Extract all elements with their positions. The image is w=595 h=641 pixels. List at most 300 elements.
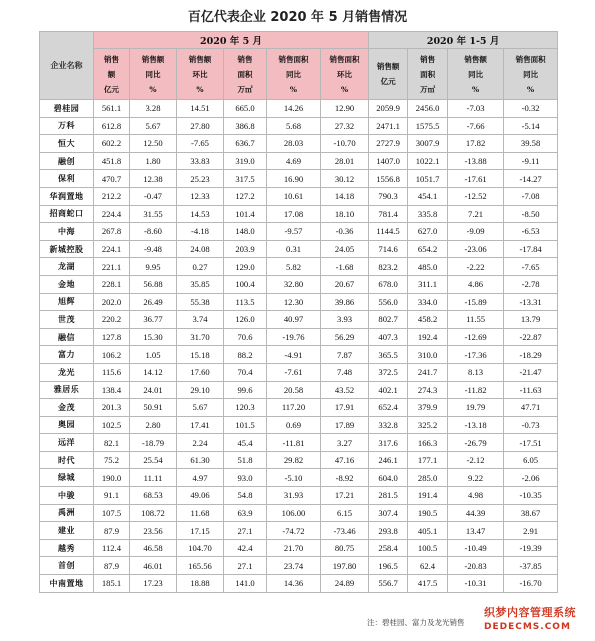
company-name-cell: 融创 — [40, 152, 94, 170]
may-value-cell: 42.4 — [224, 539, 267, 557]
ytd-value-cell: 714.6 — [369, 240, 408, 258]
ytd-value-cell: 274.3 — [408, 381, 448, 399]
ytd-value-cell: 11.55 — [448, 311, 504, 329]
company-name-cell: 龙湖 — [40, 258, 94, 276]
ytd-value-cell: -9.09 — [448, 223, 504, 241]
ytd-value-cell: -13.18 — [448, 416, 504, 434]
may-value-cell: 3.74 — [177, 311, 224, 329]
column-header-line: 销售额 — [141, 54, 165, 64]
ytd-column-header — [408, 49, 448, 100]
may-value-cell: 3.28 — [130, 100, 177, 118]
may-value-cell: 126.0 — [224, 311, 267, 329]
column-header-line: 同比 — [286, 69, 301, 79]
table-row — [40, 575, 558, 593]
may-value-cell: 4.69 — [267, 152, 321, 170]
table-row — [40, 416, 558, 434]
ytd-value-cell: 654.2 — [408, 240, 448, 258]
may-value-cell: 0.31 — [267, 240, 321, 258]
table-row — [40, 522, 558, 540]
ytd-value-cell: -13.31 — [504, 293, 558, 311]
may-value-cell: 87.9 — [94, 522, 130, 540]
column-header-line: % — [340, 84, 349, 94]
ytd-value-cell: 417.5 — [408, 575, 448, 593]
table-row — [40, 451, 558, 469]
ytd-value-cell: 9.22 — [448, 469, 504, 487]
column-header-line: 亿元 — [380, 77, 396, 86]
ytd-value-cell: -17.51 — [504, 434, 558, 452]
may-value-cell: 51.8 — [224, 451, 267, 469]
ytd-value-cell: 307.4 — [369, 504, 408, 522]
may-value-cell: -9.48 — [130, 240, 177, 258]
may-value-cell: 17.60 — [177, 363, 224, 381]
may-value-cell: 220.2 — [94, 311, 130, 329]
may-value-cell: -0.47 — [130, 187, 177, 205]
ytd-value-cell: -17.84 — [504, 240, 558, 258]
company-name-cell: 建业 — [40, 522, 94, 540]
company-name-cell: 旭辉 — [40, 293, 94, 311]
ytd-value-cell: 458.2 — [408, 311, 448, 329]
ytd-value-cell: -2.12 — [448, 451, 504, 469]
column-header-line: 销售 — [237, 54, 253, 64]
may-value-cell: 602.2 — [94, 135, 130, 153]
may-value-cell: -7.61 — [267, 363, 321, 381]
may-value-cell: 612.8 — [94, 117, 130, 135]
ytd-value-cell: 177.1 — [408, 451, 448, 469]
may-value-cell: 2.24 — [177, 434, 224, 452]
company-name-cell: 中海 — [40, 223, 94, 241]
ytd-value-cell: 2456.0 — [408, 100, 448, 118]
may-value-cell: 70.6 — [224, 328, 267, 346]
table-row — [40, 487, 558, 505]
may-value-cell: 24.05 — [321, 240, 369, 258]
may-value-cell: 7.48 — [321, 363, 369, 381]
may-value-cell: 88.2 — [224, 346, 267, 364]
may-value-cell: 14.53 — [177, 205, 224, 223]
footnote: 注：碧桂园、富力及龙光销售 — [367, 618, 465, 627]
may-value-cell: 12.30 — [267, 293, 321, 311]
ytd-value-cell: -11.63 — [504, 381, 558, 399]
ytd-value-cell: -7.03 — [448, 100, 504, 118]
column-header-line: 万㎡ — [420, 84, 436, 94]
ytd-value-cell: -12.69 — [448, 328, 504, 346]
ytd-column-header — [369, 49, 408, 100]
may-value-cell: 12.33 — [177, 187, 224, 205]
may-value-cell: 5.82 — [267, 258, 321, 276]
may-value-cell: -10.70 — [321, 135, 369, 153]
ytd-value-cell: -13.88 — [448, 152, 504, 170]
may-value-cell: 185.1 — [94, 575, 130, 593]
table-row — [40, 223, 558, 241]
ytd-value-cell: 2.91 — [504, 522, 558, 540]
ytd-value-cell: 1575.5 — [408, 117, 448, 135]
may-value-cell: 106.2 — [94, 346, 130, 364]
company-name-cell: 恒大 — [40, 135, 94, 153]
column-header-line: 销售面积 — [515, 54, 546, 64]
ytd-column-header — [448, 49, 504, 100]
may-value-cell: 27.32 — [321, 117, 369, 135]
may-value-cell: -8.60 — [130, 223, 177, 241]
ytd-value-cell: 1051.7 — [408, 170, 448, 188]
may-value-cell: -8.92 — [321, 469, 369, 487]
may-value-cell: 104.70 — [177, 539, 224, 557]
may-value-cell: 197.80 — [321, 557, 369, 575]
company-name-cell: 新城控股 — [40, 240, 94, 258]
ytd-value-cell: -26.79 — [448, 434, 504, 452]
may-value-cell: 24.89 — [321, 575, 369, 593]
may-value-cell: 54.8 — [224, 487, 267, 505]
ytd-value-cell: 19.79 — [448, 399, 504, 417]
column-header-line: % — [196, 84, 204, 94]
may-value-cell: 6.15 — [321, 504, 369, 522]
may-column-header — [224, 49, 267, 100]
may-value-cell: 27.1 — [224, 557, 267, 575]
may-value-cell: 32.80 — [267, 275, 321, 293]
may-value-cell: 228.1 — [94, 275, 130, 293]
may-value-cell: 27.80 — [177, 117, 224, 135]
ytd-value-cell: 1022.1 — [408, 152, 448, 170]
ytd-value-cell: 258.4 — [369, 539, 408, 557]
may-value-cell: 56.88 — [130, 275, 177, 293]
company-name-cell: 招商蛇口 — [40, 205, 94, 223]
may-value-cell: 17.08 — [267, 205, 321, 223]
ytd-value-cell: 652.4 — [369, 399, 408, 417]
ytd-value-cell: 17.82 — [448, 135, 504, 153]
ytd-value-cell: 62.4 — [408, 557, 448, 575]
may-value-cell: -74.72 — [267, 522, 321, 540]
ytd-value-cell: -37.85 — [504, 557, 558, 575]
may-value-cell: 61.30 — [177, 451, 224, 469]
ytd-value-cell: 604.0 — [369, 469, 408, 487]
may-value-cell: 28.01 — [321, 152, 369, 170]
may-value-cell: 75.2 — [94, 451, 130, 469]
column-header-line: 销售额 — [376, 62, 400, 71]
may-value-cell: 36.77 — [130, 311, 177, 329]
may-value-cell: 1.05 — [130, 346, 177, 364]
ytd-value-cell: -2.78 — [504, 275, 558, 293]
may-value-cell: 202.0 — [94, 293, 130, 311]
ytd-value-cell: -8.50 — [504, 205, 558, 223]
table-row — [40, 275, 558, 293]
company-name-cell: 金地 — [40, 275, 94, 293]
ytd-value-cell: -5.14 — [504, 117, 558, 135]
may-column-header — [94, 49, 130, 100]
ytd-value-cell: 334.0 — [408, 293, 448, 311]
ytd-value-cell: -22.87 — [504, 328, 558, 346]
may-value-cell: -73.46 — [321, 522, 369, 540]
ytd-value-cell: 556.7 — [369, 575, 408, 593]
may-value-cell: 15.18 — [177, 346, 224, 364]
column-header-line: 万㎡ — [237, 84, 253, 94]
ytd-value-cell: -2.22 — [448, 258, 504, 276]
column-header-row — [40, 49, 558, 100]
may-value-cell: 31.70 — [177, 328, 224, 346]
may-value-cell: 7.87 — [321, 346, 369, 364]
may-value-cell: 561.1 — [94, 100, 130, 118]
may-value-cell: 68.53 — [130, 487, 177, 505]
may-value-cell: 112.4 — [94, 539, 130, 557]
ytd-value-cell: 485.0 — [408, 258, 448, 276]
column-header-line: 亿元 — [104, 84, 119, 94]
company-name-cell: 雅居乐 — [40, 381, 94, 399]
company-name-cell: 保利 — [40, 170, 94, 188]
may-value-cell: 14.36 — [267, 575, 321, 593]
may-2020-group-header: 2020 年 5 月 — [94, 32, 369, 49]
may-value-cell: -9.57 — [267, 223, 321, 241]
table-row — [40, 557, 558, 575]
may-value-cell: 20.58 — [267, 381, 321, 399]
company-name-cell: 中南置地 — [40, 575, 94, 593]
column-header-line: 面积 — [420, 69, 436, 79]
ytd-value-cell: -11.82 — [448, 381, 504, 399]
ytd-value-cell: 678.0 — [369, 275, 408, 293]
may-value-cell: 11.11 — [130, 469, 177, 487]
may-value-cell: 0.27 — [177, 258, 224, 276]
ytd-value-cell: 246.1 — [369, 451, 408, 469]
may-value-cell: 40.97 — [267, 311, 321, 329]
may-value-cell: 224.4 — [94, 205, 130, 223]
may-value-cell: 317.5 — [224, 170, 267, 188]
may-value-cell: 12.90 — [321, 100, 369, 118]
may-value-cell: 3.27 — [321, 434, 369, 452]
table-row — [40, 434, 558, 452]
may-value-cell: 4.97 — [177, 469, 224, 487]
ytd-value-cell: 191.4 — [408, 487, 448, 505]
may-value-cell: 17.91 — [321, 399, 369, 417]
column-header-line: 同比 — [523, 69, 539, 79]
ytd-value-cell: -10.31 — [448, 575, 504, 593]
table-row — [40, 311, 558, 329]
may-value-cell: 17.89 — [321, 416, 369, 434]
company-name-cell: 越秀 — [40, 539, 94, 557]
may-value-cell: 138.4 — [94, 381, 130, 399]
ytd-value-cell: -9.11 — [504, 152, 558, 170]
ytd-value-cell: -17.36 — [448, 346, 504, 364]
may-value-cell: 27.1 — [224, 522, 267, 540]
column-header-line: 销售面积 — [278, 54, 309, 64]
may-value-cell: 101.4 — [224, 205, 267, 223]
may-value-cell: 55.38 — [177, 293, 224, 311]
may-value-cell: 17.23 — [130, 575, 177, 593]
may-value-cell: 24.01 — [130, 381, 177, 399]
may-value-cell: 35.85 — [177, 275, 224, 293]
page-title: 百亿代表企业 2020 年 5 月销售情况 — [187, 10, 408, 25]
may-value-cell: -4.91 — [267, 346, 321, 364]
may-value-cell: 2.80 — [130, 416, 177, 434]
company-name-cell: 融信 — [40, 328, 94, 346]
table-row — [40, 205, 558, 223]
ytd-value-cell: -17.61 — [448, 170, 504, 188]
company-name-header: 企业名称 — [40, 32, 94, 100]
may-value-cell: 14.26 — [267, 100, 321, 118]
may-value-cell: 319.0 — [224, 152, 267, 170]
ytd-value-cell: -21.47 — [504, 363, 558, 381]
may-value-cell: 102.5 — [94, 416, 130, 434]
ytd-value-cell: 781.4 — [369, 205, 408, 223]
ytd-value-cell: -15.89 — [448, 293, 504, 311]
ytd-value-cell: -0.73 — [504, 416, 558, 434]
may-value-cell: 165.56 — [177, 557, 224, 575]
may-value-cell: 451.8 — [94, 152, 130, 170]
table-row — [40, 240, 558, 258]
may-value-cell: 17.15 — [177, 522, 224, 540]
may-value-cell: 14.18 — [321, 187, 369, 205]
may-value-cell: 12.38 — [130, 170, 177, 188]
may-column-header — [130, 49, 177, 100]
table-row — [40, 100, 558, 118]
may-value-cell: 1.80 — [130, 152, 177, 170]
may-value-cell: 18.10 — [321, 205, 369, 223]
table-row — [40, 381, 558, 399]
may-value-cell: 43.52 — [321, 381, 369, 399]
may-value-cell: 224.1 — [94, 240, 130, 258]
may-value-cell: 46.58 — [130, 539, 177, 557]
ytd-value-cell: 7.21 — [448, 205, 504, 223]
may-value-cell: 665.0 — [224, 100, 267, 118]
column-header-line: 同比 — [468, 69, 484, 79]
may-value-cell: 115.6 — [94, 363, 130, 381]
company-name-cell: 金茂 — [40, 399, 94, 417]
ytd-value-cell: 13.47 — [448, 522, 504, 540]
may-value-cell: 82.1 — [94, 434, 130, 452]
may-column-header — [267, 49, 321, 100]
may-value-cell: 29.82 — [267, 451, 321, 469]
ytd-value-cell: 192.4 — [408, 328, 448, 346]
may-value-cell: 16.90 — [267, 170, 321, 188]
may-value-cell: -5.10 — [267, 469, 321, 487]
may-value-cell: 63.9 — [224, 504, 267, 522]
column-header-line: 销售额 — [464, 54, 487, 64]
watermark-title: 织梦内容管理系统 — [484, 606, 576, 619]
table-row — [40, 469, 558, 487]
ytd-value-cell: 2727.9 — [369, 135, 408, 153]
ytd-value-cell: 196.5 — [369, 557, 408, 575]
may-value-cell: 28.03 — [267, 135, 321, 153]
may-column-header — [177, 49, 224, 100]
ytd-value-cell: 47.71 — [504, 399, 558, 417]
may-value-cell: 87.9 — [94, 557, 130, 575]
ytd-value-cell: 1144.5 — [369, 223, 408, 241]
ytd-value-cell: 166.3 — [408, 434, 448, 452]
ytd-value-cell: 4.86 — [448, 275, 504, 293]
ytd-value-cell: 1556.8 — [369, 170, 408, 188]
ytd-value-cell: 4.98 — [448, 487, 504, 505]
ytd-value-cell: -16.70 — [504, 575, 558, 593]
may-value-cell: 9.95 — [130, 258, 177, 276]
ytd-value-cell: 44.39 — [448, 504, 504, 522]
column-header-line: 销售面积 — [329, 54, 360, 64]
company-name-cell: 绿城 — [40, 469, 94, 487]
ytd-value-cell: 285.0 — [408, 469, 448, 487]
may-value-cell: 129.0 — [224, 258, 267, 276]
may-value-cell: 141.0 — [224, 575, 267, 593]
ytd-value-cell: -0.32 — [504, 100, 558, 118]
ytd-value-cell: 407.3 — [369, 328, 408, 346]
may-value-cell: 113.5 — [224, 293, 267, 311]
ytd-value-cell: 6.05 — [504, 451, 558, 469]
ytd-value-cell: 790.3 — [369, 187, 408, 205]
may-value-cell: 107.5 — [94, 504, 130, 522]
may-value-cell: 56.29 — [321, 328, 369, 346]
company-name-cell: 首创 — [40, 557, 94, 575]
may-value-cell: 148.0 — [224, 223, 267, 241]
table-row — [40, 117, 558, 135]
may-value-cell: 203.9 — [224, 240, 267, 258]
ytd-value-cell: 317.6 — [369, 434, 408, 452]
may-value-cell: 212.2 — [94, 187, 130, 205]
may-value-cell: 106.00 — [267, 504, 321, 522]
may-value-cell: 3.93 — [321, 311, 369, 329]
column-header-line: % — [527, 84, 535, 94]
may-value-cell: 201.3 — [94, 399, 130, 417]
may-value-cell: 190.0 — [94, 469, 130, 487]
may-value-cell: 267.8 — [94, 223, 130, 241]
may-value-cell: 70.4 — [224, 363, 267, 381]
may-value-cell: 23.56 — [130, 522, 177, 540]
may-value-cell: -1.68 — [321, 258, 369, 276]
ytd-value-cell: -6.53 — [504, 223, 558, 241]
may-value-cell: 14.51 — [177, 100, 224, 118]
ytd-value-cell: 293.8 — [369, 522, 408, 540]
may-value-cell: 45.4 — [224, 434, 267, 452]
may-value-cell: 24.08 — [177, 240, 224, 258]
may-value-cell: 18.88 — [177, 575, 224, 593]
company-name-cell: 富力 — [40, 346, 94, 364]
company-name-cell: 远洋 — [40, 434, 94, 452]
ytd-value-cell: -14.27 — [504, 170, 558, 188]
ytd-value-cell: 2471.1 — [369, 117, 408, 135]
table-body — [40, 100, 558, 593]
may-value-cell: 31.93 — [267, 487, 321, 505]
may-value-cell: 470.7 — [94, 170, 130, 188]
company-name-cell: 禹洲 — [40, 504, 94, 522]
ytd-value-cell: 100.5 — [408, 539, 448, 557]
ytd-value-cell: -12.52 — [448, 187, 504, 205]
may-value-cell: 29.10 — [177, 381, 224, 399]
ytd-value-cell: 39.58 — [504, 135, 558, 153]
column-header-line: 同比 — [145, 69, 161, 79]
may-value-cell: 127.8 — [94, 328, 130, 346]
may-value-cell: 108.72 — [130, 504, 177, 522]
may-value-cell: 17.21 — [321, 487, 369, 505]
table-row — [40, 539, 558, 557]
may-value-cell: 14.12 — [130, 363, 177, 381]
ytd-value-cell: 402.1 — [369, 381, 408, 399]
may-value-cell: 20.67 — [321, 275, 369, 293]
column-header-line: 销售额 — [188, 54, 212, 64]
ytd-2020-group-header: 2020 年 1-5 月 — [369, 32, 558, 49]
may-column-header — [321, 49, 369, 100]
table-row — [40, 187, 558, 205]
may-value-cell: -11.81 — [267, 434, 321, 452]
watermark-url: DEDECMS.COM — [484, 622, 571, 632]
ytd-value-cell: 454.1 — [408, 187, 448, 205]
table-row — [40, 399, 558, 417]
may-value-cell: 33.83 — [177, 152, 224, 170]
may-value-cell: 25.54 — [130, 451, 177, 469]
may-value-cell: 10.61 — [267, 187, 321, 205]
ytd-value-cell: 13.79 — [504, 311, 558, 329]
ytd-value-cell: -18.29 — [504, 346, 558, 364]
ytd-value-cell: -10.35 — [504, 487, 558, 505]
may-value-cell: 12.50 — [130, 135, 177, 153]
ytd-value-cell: 3007.9 — [408, 135, 448, 153]
may-value-cell: 23.74 — [267, 557, 321, 575]
ytd-value-cell: 627.0 — [408, 223, 448, 241]
may-value-cell: 101.5 — [224, 416, 267, 434]
table-row — [40, 258, 558, 276]
column-header-line: 面积 — [237, 69, 253, 79]
ytd-value-cell: 379.9 — [408, 399, 448, 417]
